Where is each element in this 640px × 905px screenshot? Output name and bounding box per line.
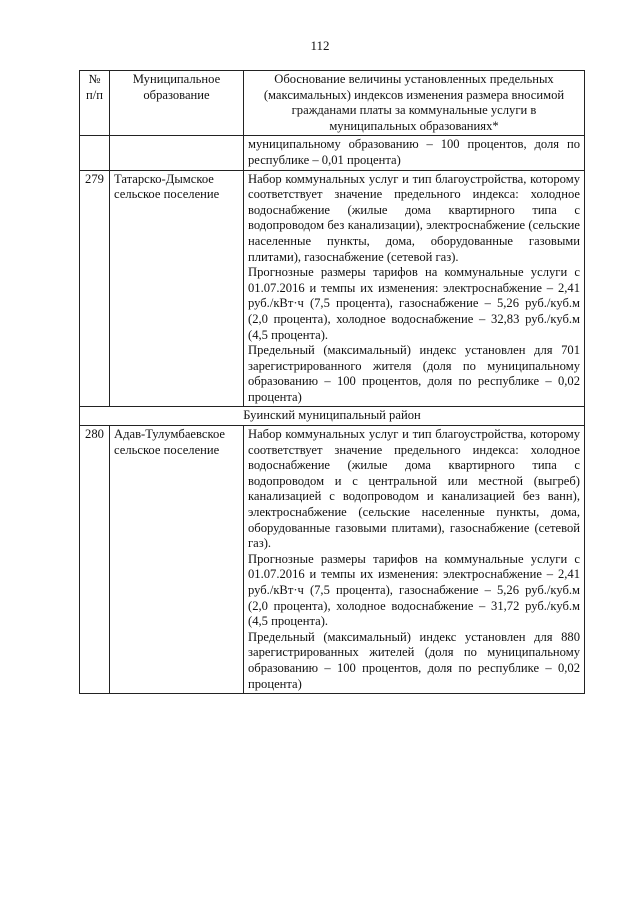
justification-cell [244,170,585,407]
table-row-continuation [80,136,585,170]
continuation-desc-cell [244,136,585,170]
continuation-num-cell [80,136,110,170]
district-heading: Буинский муниципальный район [80,407,585,426]
tariff-table [79,70,585,694]
services-paragraph: Набор коммунальных услуг и тип благоустройства, которому соответствует значение предельного индекса: холодное водоснабжение (жилые дома квартирного типа с водопроводом без канализации), электроснабжение (сельские населенные пункты, дома, оборудованные газовыми плитами), газоснабжение (сетевой газ). [248,171,580,264]
header-number: № п/п [80,71,110,136]
header-justification: Обоснование величины установленных предельных (максимальных) индексов изменения размера вносимой гражданами платы за коммунальные услуги в муниципальных образованиях* [244,71,585,136]
header-municipality: Муниципальное образование [110,71,244,136]
municipality-name: Адав-Тулумбаевское сельское поселение [110,426,244,694]
justification-cell [244,426,585,694]
continuation-text: муниципальному образованию – 100 процентов, доля по республике – 0,01 процента) [248,137,580,167]
continuation-name-cell [110,136,244,170]
index-paragraph: Предельный (максимальный) индекс установлен для 880 зарегистрированных жителей (доля по муниципальному образованию – 100 процентов, доля по республике – 0,02 процента) [248,629,580,691]
services-paragraph: Набор коммунальных услуг и тип благоустройства, которому соответствует значение предельного индекса: холодное водоснабжение (жилые дома квартирного типа с водопроводом и с центральной или местной (выгреб) канализацией с водопроводом и канализацией без ванн), электроснабжение (сельские населенные пункты, дома, оборудованные газовыми плитами), газоснабжение (сетевой газ). [248,427,580,551]
page-number: 112 [310,38,330,53]
index-paragraph: Предельный (максимальный) индекс установлен для 701 зарегистрированного жителя (доля по муниципальному образованию – 100 процентов, доля по республике – 0,02 процента) [248,343,580,404]
row-number: 280 [80,426,110,694]
tariffs-paragraph: Прогнозные размеры тарифов на коммунальные услуги с 01.07.2016 и темпы их изменения: электроснабжение – 2,41 руб./кВт·ч (7,5 процента), газоснабжение – 5,26 руб./куб.м (2,0 процента), холодное водоснабжение – 32,83 руб./куб.м (4,5 процента). [248,265,580,342]
table-row-279 [80,170,585,407]
table-row-280 [80,426,585,694]
table-header-row [80,71,585,136]
municipality-name: Татарско-Дымское сельское поселение [110,170,244,407]
tariffs-paragraph: Прогнозные размеры тарифов на коммунальные услуги с 01.07.2016 и темпы их изменения: электроснабжение – 2,41 руб./кВт·ч (7,5 процента), газоснабжение – 5,26 руб./куб.м (2,0 процента), холодное водоснабжение – 31,72 руб./куб.м (4,5 процента). [248,551,580,629]
district-row [80,407,585,426]
row-number: 279 [80,170,110,407]
